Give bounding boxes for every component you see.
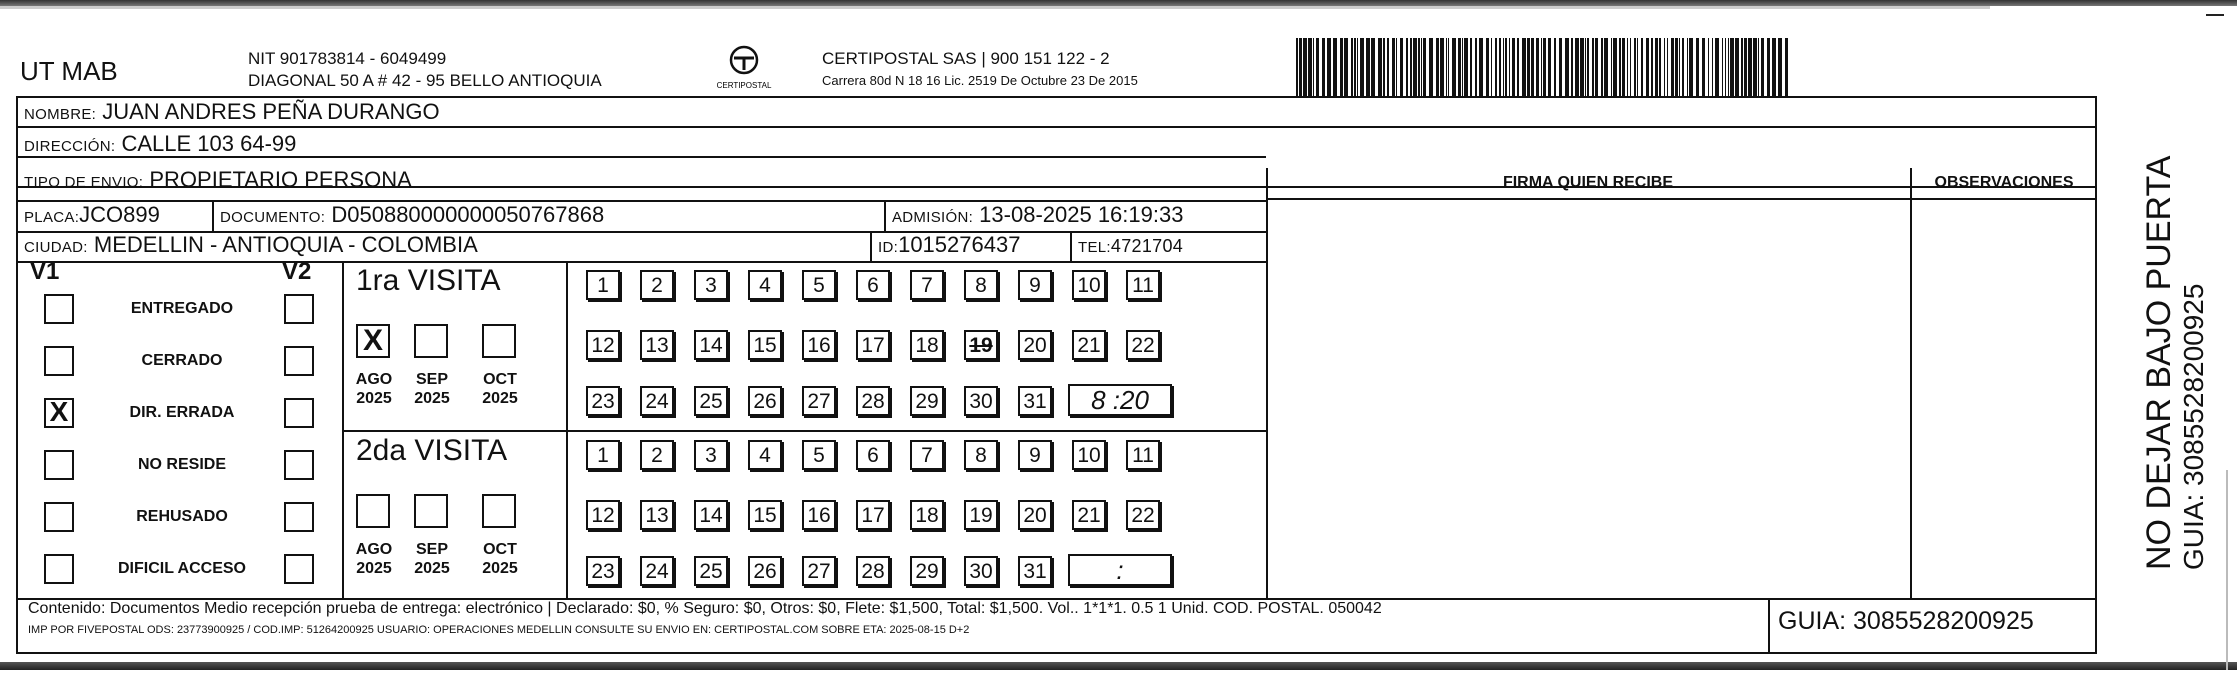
day-box[interactable]: 18 <box>910 500 944 530</box>
day-box[interactable]: 31 <box>1018 556 1052 586</box>
edge-mark <box>2206 14 2224 16</box>
day-box[interactable]: 6 <box>856 270 890 300</box>
status-label: NO RESIDE <box>137 456 226 473</box>
status-v1-checkbox[interactable] <box>44 346 74 376</box>
visit-time-box[interactable]: 8 :20 <box>1068 384 1172 416</box>
signature-header: FIRMA QUIEN RECIBE <box>1502 174 1674 191</box>
day-box[interactable]: 28 <box>856 556 890 586</box>
month-label <box>470 540 530 578</box>
visit-title: 1ra VISITA <box>356 264 501 297</box>
col-divider <box>566 261 568 598</box>
day-box[interactable]: 23 <box>586 556 620 586</box>
day-box[interactable]: 15 <box>748 500 782 530</box>
carrier-line: CERTIPOSTAL SAS | 900 151 122 - 2 <box>822 49 1110 68</box>
status-v2-checkbox[interactable] <box>284 554 314 584</box>
status-v1-checkbox[interactable] <box>44 450 74 480</box>
v1-header: V1 <box>30 258 60 285</box>
status-v1-checkbox[interactable]: X <box>44 398 74 428</box>
status-v2-checkbox[interactable] <box>284 346 314 376</box>
month-label <box>470 370 530 408</box>
month-checkbox[interactable] <box>482 494 516 528</box>
day-box[interactable]: 9 <box>1018 270 1052 300</box>
side-warning: NO DEJAR BAJO PUERTA <box>2140 155 2178 570</box>
day-box[interactable]: 3 <box>694 270 728 300</box>
city-cell <box>24 231 478 262</box>
month-name: OCT <box>483 371 517 388</box>
id-cell <box>878 231 1020 262</box>
day-box[interactable]: 24 <box>640 386 674 416</box>
tel-value: 4721704 <box>1110 236 1184 256</box>
day-box[interactable]: 11 <box>1126 440 1160 470</box>
day-box[interactable]: 4 <box>748 270 782 300</box>
month-checkbox[interactable] <box>414 324 448 358</box>
col-divider <box>212 200 214 231</box>
address-row <box>24 130 296 161</box>
status-label: REHUSADO <box>136 508 228 525</box>
day-box[interactable]: 21 <box>1072 500 1106 530</box>
month-checkbox[interactable] <box>356 494 390 528</box>
day-box[interactable]: 8 <box>964 270 998 300</box>
day-box[interactable]: 17 <box>856 500 890 530</box>
day-box[interactable]: 5 <box>802 440 836 470</box>
day-box[interactable]: 14 <box>694 500 728 530</box>
month-year: 2025 <box>482 560 518 577</box>
month-label <box>402 540 462 578</box>
visit-time-box[interactable]: : <box>1068 554 1172 586</box>
shipment-type-row <box>24 166 412 197</box>
sender-info <box>248 48 602 92</box>
month-year: 2025 <box>356 390 392 407</box>
month-name: AGO <box>355 371 393 388</box>
status-v2-checkbox[interactable] <box>284 450 314 480</box>
status-label: DIR. ERRADA <box>129 404 235 421</box>
status-v1-checkbox[interactable] <box>44 554 74 584</box>
v2-header: V2 <box>282 258 312 285</box>
day-box[interactable]: 1 <box>586 440 620 470</box>
day-box[interactable]: 13 <box>640 330 674 360</box>
scan-edge-bottom <box>0 662 2237 670</box>
document-cell <box>220 201 604 232</box>
side-notice <box>2140 156 2210 570</box>
day-box[interactable]: 26 <box>748 386 782 416</box>
carrier-info <box>822 48 1138 92</box>
status-v1-checkbox[interactable] <box>44 502 74 532</box>
shipment-type-label: TIPO DE ENVIO: <box>24 174 144 191</box>
month-name: SEP <box>415 371 448 388</box>
day-box[interactable]: 10 <box>1072 440 1106 470</box>
day-box[interactable]: 20 <box>1018 330 1052 360</box>
day-box[interactable]: 6 <box>856 440 890 470</box>
day-box[interactable]: 16 <box>802 500 836 530</box>
sender-address: DIAGONAL 50 A # 42 - 95 BELLO ANTIOQUIA <box>248 71 602 90</box>
city-value: MEDELLIN - ANTIOQUIA - COLOMBIA <box>93 232 478 257</box>
month-year: 2025 <box>414 560 450 577</box>
status-v1-checkbox[interactable] <box>44 294 74 324</box>
day-box[interactable]: 13 <box>640 500 674 530</box>
day-box[interactable]: 28 <box>856 386 890 416</box>
day-box[interactable]: 23 <box>586 386 620 416</box>
print-line: IMP POR FIVEPOSTAL ODS: 23773900925 / COD.IMP: 51264200925 USUARIO: OPERACIONES MEDELLIN CONSULTE SU ENVIO EN: CERTIPOSTAL.COM SOBRE ETA: 2025-08-15 D+2 <box>28 624 970 636</box>
day-box[interactable]: 14 <box>694 330 728 360</box>
day-box[interactable]: 8 <box>964 440 998 470</box>
tel-label: TEL: <box>1078 239 1111 256</box>
recipient-name: JUAN ANDRES PEÑA DURANGO <box>102 99 440 124</box>
side-guia: GUIA: 3085528200925 <box>2178 283 2209 570</box>
day-box[interactable]: 12 <box>586 500 620 530</box>
status-v2-checkbox[interactable] <box>284 398 314 428</box>
day-box[interactable]: 19 <box>964 330 998 360</box>
id-value: 1015276437 <box>898 232 1021 257</box>
day-box[interactable]: 30 <box>964 386 998 416</box>
day-box[interactable]: 25 <box>694 386 728 416</box>
status-v2-checkbox[interactable] <box>284 294 314 324</box>
day-box[interactable]: 22 <box>1126 330 1160 360</box>
admission-cell <box>892 201 1183 232</box>
day-box[interactable]: 10 <box>1072 270 1106 300</box>
admission-value: 13-08-2025 16:19:33 <box>979 202 1184 227</box>
visit-title: 2da VISITA <box>356 434 508 467</box>
day-box[interactable]: 20 <box>1018 500 1052 530</box>
plate-label: PLACA: <box>24 209 80 226</box>
day-box[interactable]: 2 <box>640 440 674 470</box>
day-box[interactable]: 27 <box>802 556 836 586</box>
month-year: 2025 <box>356 560 392 577</box>
day-box[interactable]: 31 <box>1018 386 1052 416</box>
postal-logo-icon <box>712 42 776 94</box>
content-line: Contenido: Documentos Medio recepción prueba de entrega: electrónico | Declarado: $0, % Seguro: $0, Otros: $0, Flete: $1,500, Total: $1,500. Vol.. 1*1*1. 0.5 1 Unid. COD. POSTAL. 050042 <box>28 600 1382 617</box>
address-label: DIRECCIÓN: <box>24 138 116 155</box>
month-year: 2025 <box>482 390 518 407</box>
observations-field[interactable] <box>1912 200 2096 596</box>
id-label: ID: <box>878 239 899 256</box>
tel-cell <box>1078 231 1183 262</box>
svg-text:CERTIPOSTAL: CERTIPOSTAL <box>716 81 772 90</box>
day-box[interactable]: 16 <box>802 330 836 360</box>
company-name: UT MAB <box>20 56 118 86</box>
observations-header: OBSERVACIONES <box>1934 174 2074 191</box>
day-box[interactable]: 1 <box>586 270 620 300</box>
plate-value: JCO899 <box>79 202 160 227</box>
month-name: AGO <box>355 541 393 558</box>
day-box[interactable]: 25 <box>694 556 728 586</box>
day-box[interactable]: 24 <box>640 556 674 586</box>
month-checkbox[interactable] <box>414 494 448 528</box>
day-box[interactable]: 15 <box>748 330 782 360</box>
document-label: DOCUMENTO: <box>220 209 326 226</box>
carrier-license: Carrera 80d N 18 16 Lic. 2519 De Octubre 23 De 2015 <box>822 73 1138 88</box>
month-label <box>402 370 462 408</box>
day-box[interactable]: 18 <box>910 330 944 360</box>
month-name: OCT <box>483 541 517 558</box>
day-box[interactable]: 7 <box>910 440 944 470</box>
day-box[interactable]: 17 <box>856 330 890 360</box>
col-divider <box>1768 598 1770 654</box>
name-label: NOMBRE: <box>24 106 97 123</box>
col-divider <box>1070 231 1072 261</box>
plate-cell <box>24 201 160 232</box>
month-checkbox[interactable] <box>482 324 516 358</box>
day-box[interactable]: 5 <box>802 270 836 300</box>
guia-number: GUIA: 3085528200925 <box>1778 607 2034 635</box>
day-box[interactable]: 27 <box>802 386 836 416</box>
scan-edge-top-shadow <box>0 6 1990 9</box>
shipment-type: PROPIETARIO PERSONA <box>149 167 412 192</box>
city-label: CIUDAD: <box>24 239 88 256</box>
month-label <box>344 370 404 408</box>
day-box[interactable]: 7 <box>910 270 944 300</box>
row-divider <box>342 430 1266 432</box>
day-box[interactable]: 9 <box>1018 440 1052 470</box>
day-box[interactable]: 29 <box>910 556 944 586</box>
day-box[interactable]: 2 <box>640 270 674 300</box>
day-box[interactable]: 12 <box>586 330 620 360</box>
day-box[interactable]: 11 <box>1126 270 1160 300</box>
month-year: 2025 <box>414 390 450 407</box>
month-name: SEP <box>415 541 448 558</box>
nit-line: NIT 901783814 - 6049499 <box>248 49 447 68</box>
col-divider <box>884 200 886 231</box>
month-label <box>344 540 404 578</box>
day-box[interactable]: 3 <box>694 440 728 470</box>
day-box[interactable]: 26 <box>748 556 782 586</box>
name-row <box>24 98 440 129</box>
day-box[interactable]: 22 <box>1126 500 1160 530</box>
barcode-icon <box>1296 38 1890 98</box>
day-box[interactable]: 21 <box>1072 330 1106 360</box>
status-label: CERRADO <box>141 352 223 369</box>
recipient-address: CALLE 103 64-99 <box>121 131 297 156</box>
day-box[interactable]: 29 <box>910 386 944 416</box>
carrier-logo <box>712 42 776 94</box>
day-box[interactable]: 4 <box>748 440 782 470</box>
col-divider <box>870 231 872 261</box>
day-box[interactable]: 19 <box>964 500 998 530</box>
status-v2-checkbox[interactable] <box>284 502 314 532</box>
status-label: DIFICIL ACCESO <box>117 560 246 577</box>
status-label: ENTREGADO <box>130 300 234 317</box>
month-checkbox[interactable]: X <box>356 324 390 358</box>
day-box[interactable]: 30 <box>964 556 998 586</box>
admission-label: ADMISIÓN: <box>892 209 974 226</box>
document-value: D050880000000050767868 <box>331 202 605 227</box>
edge-mark-right <box>2226 470 2228 670</box>
signature-field[interactable] <box>1268 200 1908 596</box>
